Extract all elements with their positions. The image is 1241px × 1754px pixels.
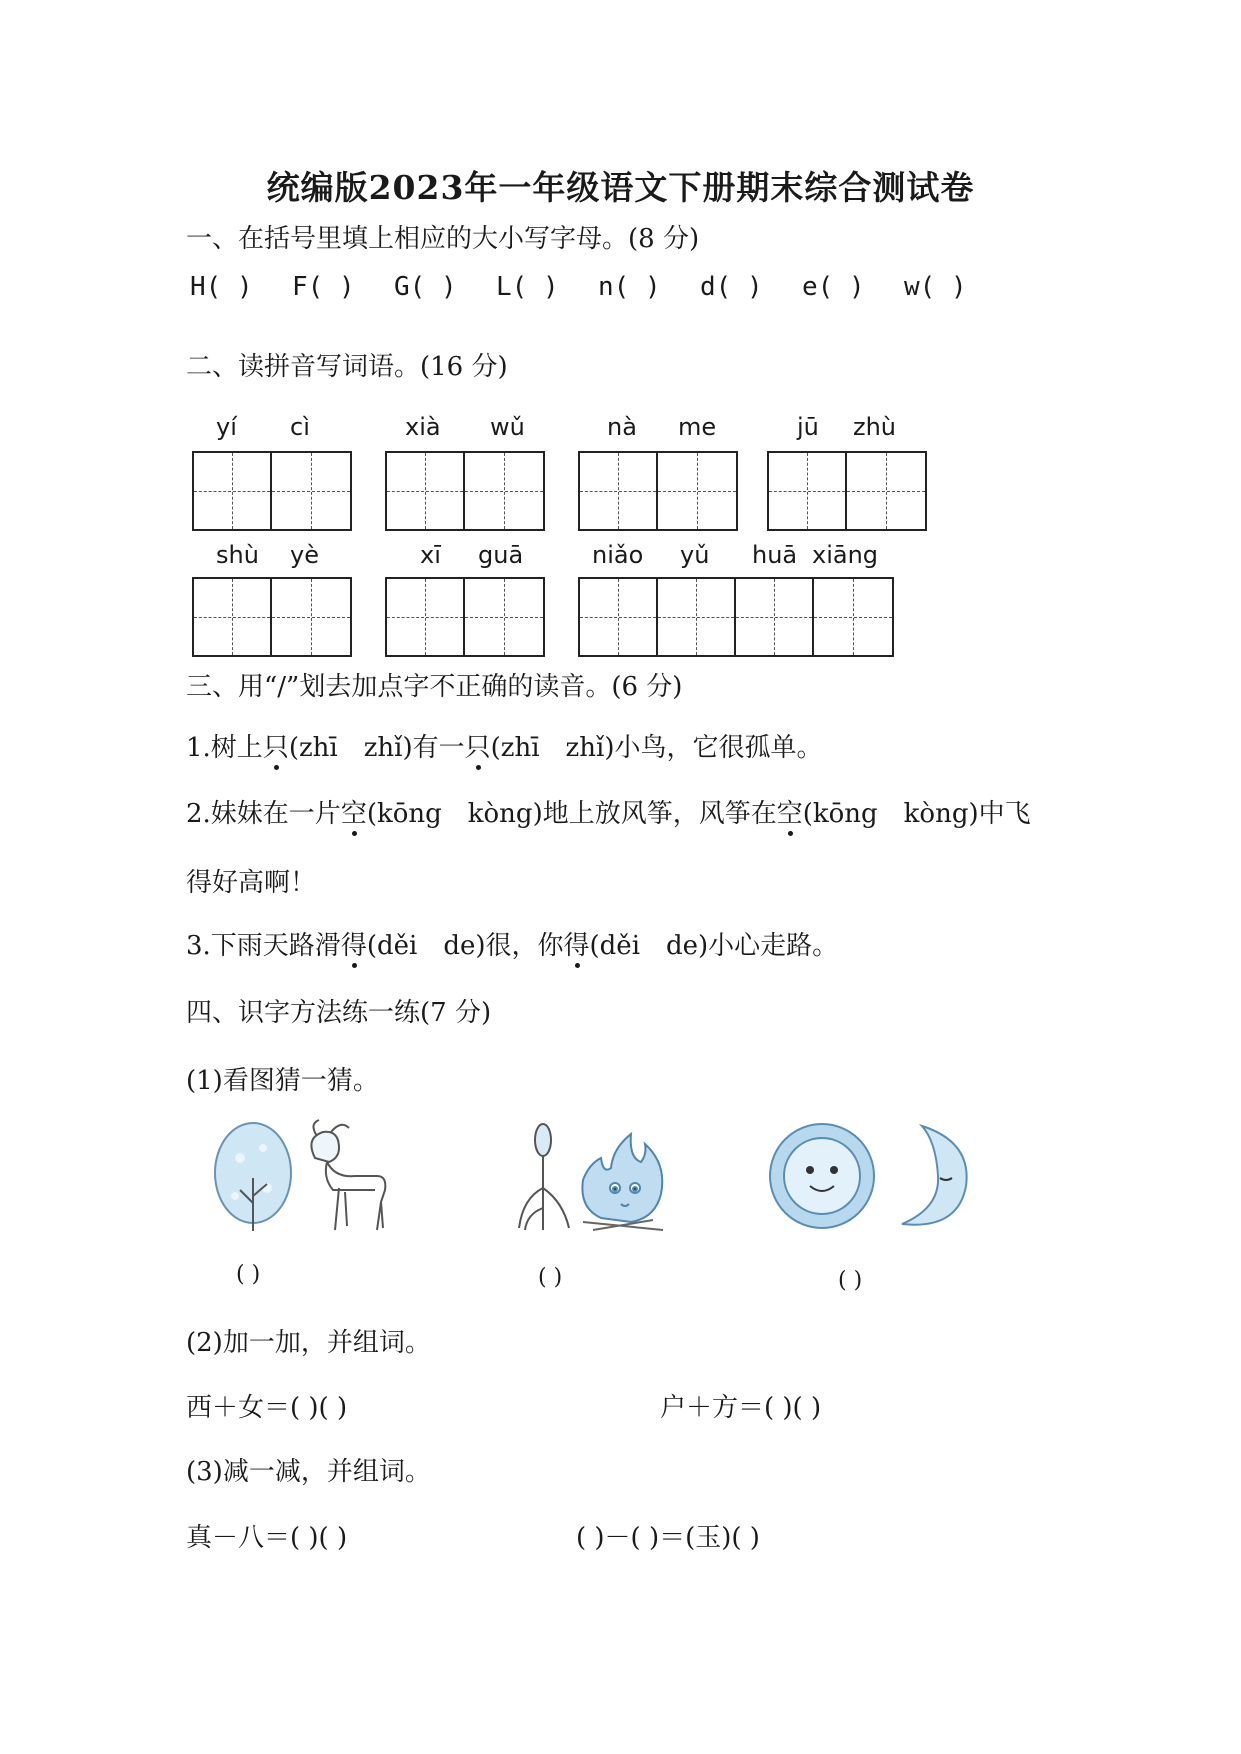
writing-grid[interactable]	[192, 577, 352, 657]
pinyin: yí	[216, 413, 237, 441]
pinyin: xiāng	[812, 541, 879, 569]
subtract-exercise-2: ( )－( )＝(玉)( )	[576, 1523, 760, 1553]
goat-icon	[311, 1120, 385, 1230]
question-3-3: 3.下雨天路滑得(děi de)很，你得(děi de)小心走路。	[186, 925, 838, 962]
letter-item: G( )	[394, 272, 457, 302]
answer-blank[interactable]: ( )	[838, 1268, 863, 1293]
part-2-label: (2)加一加，并组词。	[186, 1328, 431, 1358]
pinyin: huā	[752, 541, 798, 569]
pinyin: niǎo	[592, 541, 644, 569]
letter-item: L( )	[496, 272, 559, 302]
pinyin: cì	[290, 413, 310, 441]
section-1-heading: 一、在括号里填上相应的大小写字母。(8 分)	[186, 224, 700, 254]
sun-icon	[770, 1124, 874, 1228]
letter-item: F( )	[292, 272, 355, 302]
pinyin: xià	[405, 413, 441, 441]
letter-row	[190, 272, 1006, 302]
pinyin: wǔ	[490, 413, 525, 441]
fire-icon	[582, 1134, 663, 1230]
tree-goat-illustration	[205, 1118, 395, 1236]
writing-grid[interactable]	[385, 577, 545, 657]
question-3-2-cont: 得好高啊！	[186, 868, 317, 898]
letter-item: n( )	[598, 272, 661, 302]
question-3-2: 2.妹妹在一片空(kōng kòng)地上放风筝，风筝在空(kōng kòng)中飞	[186, 793, 1031, 830]
pinyin: yǔ	[680, 541, 710, 569]
sun-moon-illustration	[762, 1118, 972, 1236]
writing-grid[interactable]	[192, 451, 352, 531]
pinyin: jū	[797, 413, 819, 441]
question-3-1: 1.树上只(zhī zhǐ)有一只(zhī zhǐ)小鸟，它很孤单。	[186, 727, 822, 764]
pinyin: yè	[290, 541, 319, 569]
wheat-icon	[519, 1124, 569, 1230]
answer-blank[interactable]: ( )	[538, 1265, 563, 1290]
part-1-label: (1)看图猜一猜。	[186, 1066, 379, 1096]
pinyin: me	[678, 413, 717, 441]
section-2-heading: 二、读拼音写词语。(16 分)	[186, 352, 508, 382]
letter-item: e( )	[802, 272, 865, 302]
writing-grid[interactable]	[578, 451, 738, 531]
tree-icon	[215, 1123, 291, 1231]
writing-grid[interactable]	[578, 577, 894, 657]
section-4-heading: 四、识字方法练一练(7 分)	[186, 998, 492, 1028]
letter-item: H( )	[190, 272, 253, 302]
pinyin: guā	[478, 541, 524, 569]
letter-item: d( )	[700, 272, 763, 302]
letter-item: w( )	[904, 272, 967, 302]
pinyin: xī	[420, 541, 441, 569]
section-3-heading: 三、用“/”划去加点字不正确的读音。(6 分)	[186, 672, 683, 702]
pinyin: zhù	[853, 413, 897, 441]
add-exercise-1: 西＋女＝( )( )	[186, 1393, 348, 1423]
writing-grid[interactable]	[767, 451, 927, 531]
answer-blank[interactable]: ( )	[236, 1262, 261, 1287]
pinyin: shù	[216, 541, 259, 569]
pinyin: nà	[607, 413, 637, 441]
part-3-label: (3)减一减，并组词。	[186, 1457, 431, 1487]
wheat-fire-illustration	[513, 1118, 693, 1236]
subtract-exercise-1: 真－八＝( )( )	[186, 1523, 348, 1553]
moon-icon	[902, 1126, 967, 1225]
writing-grid[interactable]	[385, 451, 545, 531]
page-title: 统编版2023年一年级语文下册期末综合测试卷	[266, 168, 975, 207]
add-exercise-2: 户＋方＝( )( )	[660, 1393, 822, 1423]
